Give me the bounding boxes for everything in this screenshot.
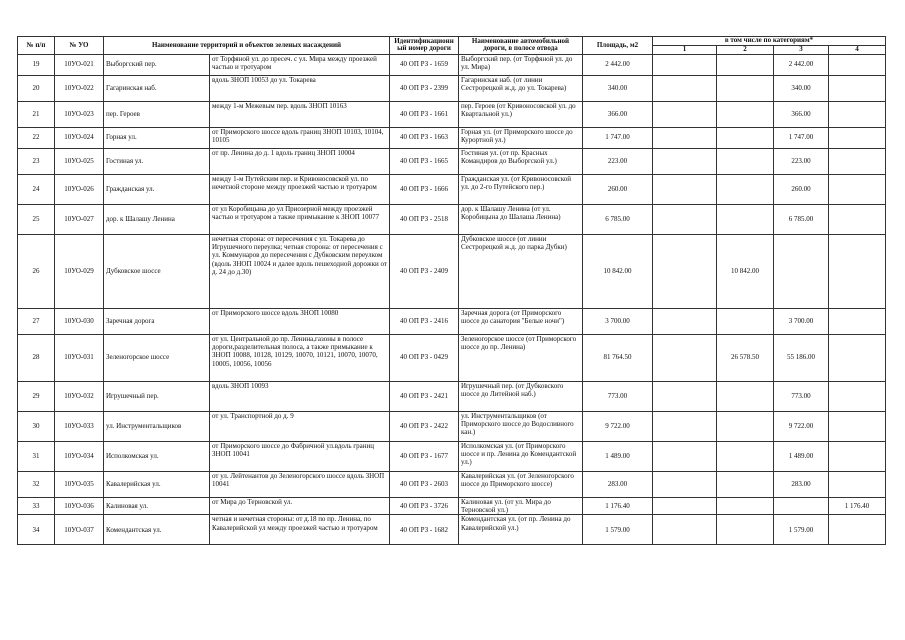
category-4-value — [829, 381, 886, 411]
category-2-value — [717, 381, 774, 411]
green-areas-table — [17, 36, 886, 545]
object-description: вдоль ЗНОП 10093 — [210, 381, 390, 411]
object-description: от ул. Центральной до пр. Ленина,газоны в полосе дороги,разделительная полоса, а также примыкание к ЗНОП 10088, 10128, 10129, 10070, 10121, 10070, 10070, 10005, 10056, 10056 — [210, 334, 390, 381]
area-value: 3 700.00 — [583, 308, 653, 334]
road-name: Игрушечный пер. (от Дубковского шоссе до Литейной наб.) — [459, 381, 583, 411]
road-name: ул. Инструментальщиков (от Приморского шоссе до Водосливного кан.) — [459, 411, 583, 441]
category-2-value: 10 842.00 — [717, 234, 774, 308]
category-1-value — [653, 75, 717, 101]
category-1-value — [653, 174, 717, 204]
road-name: Кавалерийская ул. (от Зеленогорского шоссе до Приморского шоссе) — [459, 471, 583, 497]
table-body — [18, 54, 886, 545]
category-2-value — [717, 148, 774, 174]
uo-code: 10УО-027 — [55, 204, 104, 234]
header-cat-3: 3 — [774, 46, 829, 55]
category-3-value: 6 785.00 — [774, 204, 829, 234]
category-1-value — [653, 308, 717, 334]
category-3-value: 1 579.00 — [774, 515, 829, 545]
row-number: 23 — [18, 148, 55, 174]
object-description: от Приморского шоссе вдоль ЗНОП 10080 — [210, 308, 390, 334]
table-row — [18, 441, 886, 471]
table-row — [18, 308, 886, 334]
road-id: 40 ОП РЗ - 1661 — [390, 101, 459, 127]
table-row — [18, 204, 886, 234]
category-1-value — [653, 101, 717, 127]
category-3-value: 55 186.00 — [774, 334, 829, 381]
object-name: Гражданская ул. — [104, 174, 210, 204]
category-4-value — [829, 174, 886, 204]
road-name: Зеленогорское шоссе (от Приморского шоссе до пр. Ленина) — [459, 334, 583, 381]
road-name: Горная ул. (от Приморского шоссе до Курортной ул.) — [459, 127, 583, 148]
table-row — [18, 234, 886, 308]
category-4-value — [829, 308, 886, 334]
row-number: 29 — [18, 381, 55, 411]
category-2-value — [717, 204, 774, 234]
area-value: 283.00 — [583, 471, 653, 497]
road-id: 40 ОП РЗ - 2399 — [390, 75, 459, 101]
area-value: 10 842.00 — [583, 234, 653, 308]
category-3-value: 1 747.00 — [774, 127, 829, 148]
table-row — [18, 148, 886, 174]
category-2-value — [717, 497, 774, 515]
category-1-value — [653, 471, 717, 497]
area-value: 366.00 — [583, 101, 653, 127]
road-id: 40 ОП РЗ - 2416 — [390, 308, 459, 334]
category-1-value — [653, 334, 717, 381]
category-3-value: 773.00 — [774, 381, 829, 411]
row-number: 28 — [18, 334, 55, 381]
row-number: 25 — [18, 204, 55, 234]
area-value: 6 785.00 — [583, 204, 653, 234]
category-1-value — [653, 204, 717, 234]
category-3-value: 9 722.00 — [774, 411, 829, 441]
object-name: Гагаринская наб. — [104, 75, 210, 101]
category-4-value — [829, 334, 886, 381]
table-row — [18, 515, 886, 545]
uo-code: 10УО-024 — [55, 127, 104, 148]
area-value: 223.00 — [583, 148, 653, 174]
area-value: 81 764.50 — [583, 334, 653, 381]
category-2-value — [717, 75, 774, 101]
road-id: 40 ОП РЗ - 2422 — [390, 411, 459, 441]
road-id: 40 ОП РЗ - 1682 — [390, 515, 459, 545]
category-4-value — [829, 54, 886, 75]
object-description: нечетная сторона: от пересечения с ул. Токарева до Игрушечного переулка; четная сторона: от пересечения с ул. Коммунаров до пересечения с Дубковским переулком (вдоль ЗНОП 10024 и далее вдоль пешеходной дорожки от д. 24 до д.30) — [210, 234, 390, 308]
category-3-value: 3 700.00 — [774, 308, 829, 334]
object-name: Калиновая ул. — [104, 497, 210, 515]
category-2-value: 26 578.50 — [717, 334, 774, 381]
road-id: 40 ОП РЗ - 1659 — [390, 54, 459, 75]
road-id: 40 ОП РЗ - 1666 — [390, 174, 459, 204]
uo-code: 10УО-031 — [55, 334, 104, 381]
category-4-value — [829, 75, 886, 101]
area-value: 1 747.00 — [583, 127, 653, 148]
uo-code: 10УО-021 — [55, 54, 104, 75]
road-id: 40 ОП РЗ - 1665 — [390, 148, 459, 174]
category-1-value — [653, 54, 717, 75]
road-name: пер. Героев (от Кривоносовской ул. до Квартальной ул.) — [459, 101, 583, 127]
category-1-value — [653, 411, 717, 441]
header-cat-2: 2 — [717, 46, 774, 55]
header-num: № п/п — [18, 37, 55, 55]
category-3-value: 283.00 — [774, 471, 829, 497]
row-number: 31 — [18, 441, 55, 471]
road-id: 40 ОП РЗ - 2421 — [390, 381, 459, 411]
category-2-value — [717, 54, 774, 75]
table-row — [18, 127, 886, 148]
object-description: вдоль ЗНОП 10053 до ул. Токарева — [210, 75, 390, 101]
road-name: Выборгский пер. (от Торфяной ул. до ул. Мира) — [459, 54, 583, 75]
category-1-value — [653, 234, 717, 308]
road-name: Калиновая ул. (от ул. Мира до Терновской ул.) — [459, 497, 583, 515]
category-2-value — [717, 127, 774, 148]
road-name: Гражданская ул. (от Кривоносовской ул. до 2-го Путейского пер.) — [459, 174, 583, 204]
uo-code: 10УО-026 — [55, 174, 104, 204]
road-name: Гостиная ул. (от пр. Красных Командиров до Выборгской ул.) — [459, 148, 583, 174]
object-name: Выборгский пер. — [104, 54, 210, 75]
category-3-value: 223.00 — [774, 148, 829, 174]
area-value: 2 442.00 — [583, 54, 653, 75]
road-name: Заречная дорога (от Приморского шоссе до санатория "Белые ночи") — [459, 308, 583, 334]
object-description: от Мира до Терновской ул. — [210, 497, 390, 515]
uo-code: 10УО-025 — [55, 148, 104, 174]
category-2-value — [717, 101, 774, 127]
row-number: 27 — [18, 308, 55, 334]
category-3-value: 366.00 — [774, 101, 829, 127]
category-3-value — [774, 234, 829, 308]
object-name: дор. к Шалашу Ленина — [104, 204, 210, 234]
uo-code: 10УО-035 — [55, 471, 104, 497]
registry-table-sheet — [17, 36, 886, 545]
row-number: 33 — [18, 497, 55, 515]
area-value: 9 722.00 — [583, 411, 653, 441]
uo-code: 10УО-037 — [55, 515, 104, 545]
row-number: 20 — [18, 75, 55, 101]
row-number: 19 — [18, 54, 55, 75]
road-name: Комендантская ул. (от пр. Ленина до Кавалерийской ул.) — [459, 515, 583, 545]
header-name: Наименование территорий и объектов зеленых насаждений — [104, 37, 390, 55]
area-value: 1 579.00 — [583, 515, 653, 545]
category-4-value — [829, 148, 886, 174]
object-name: Горная ул. — [104, 127, 210, 148]
table-row — [18, 471, 886, 497]
category-4-value — [829, 441, 886, 471]
table-row — [18, 101, 886, 127]
area-value: 340.00 — [583, 75, 653, 101]
category-1-value — [653, 148, 717, 174]
uo-code: 10УО-023 — [55, 101, 104, 127]
road-id: 40 ОП РЗ - 2603 — [390, 471, 459, 497]
category-2-value — [717, 515, 774, 545]
table-row — [18, 54, 886, 75]
category-3-value: 2 442.00 — [774, 54, 829, 75]
uo-code: 10УО-022 — [55, 75, 104, 101]
table-row — [18, 497, 886, 515]
table-row — [18, 174, 886, 204]
object-description: от ул. Транспортной до д. 9 — [210, 411, 390, 441]
object-description: от пр. Ленина до д. 1 вдоль границ ЗНОП 10004 — [210, 148, 390, 174]
uo-code: 10УО-033 — [55, 411, 104, 441]
category-1-value — [653, 441, 717, 471]
table-row — [18, 411, 886, 441]
uo-code: 10УО-034 — [55, 441, 104, 471]
uo-code: 10УО-036 — [55, 497, 104, 515]
road-id: 40 ОП РЗ - 3726 — [390, 497, 459, 515]
object-name: Игрушечный пер. — [104, 381, 210, 411]
category-2-value — [717, 174, 774, 204]
road-name: Исполкомская ул. (от Приморского шоссе и пр. Ленина до Комендантской ул.) — [459, 441, 583, 471]
road-name: дор. к Шалашу Ленина (от ул. Коробицына до Шалаша Ленина) — [459, 204, 583, 234]
object-description: между 1-м Путейским пер. и Кривоносовской ул. по нечетной стороне между проезжей частью и тротуаром — [210, 174, 390, 204]
area-value: 260.00 — [583, 174, 653, 204]
row-number: 22 — [18, 127, 55, 148]
uo-code: 10УО-030 — [55, 308, 104, 334]
category-1-value — [653, 127, 717, 148]
object-description: от ул Коробицына до ул Приозерной между проезжей частью и тротуаром а также примыкание к ЗНОП 10077 — [210, 204, 390, 234]
object-name: пер. Героев — [104, 101, 210, 127]
table-row — [18, 381, 886, 411]
category-1-value — [653, 497, 717, 515]
road-id: 40 ОП РЗ - 2518 — [390, 204, 459, 234]
road-id: 40 ОП РЗ - 2409 — [390, 234, 459, 308]
category-4-value — [829, 471, 886, 497]
header-uo: № УО — [55, 37, 104, 55]
category-4-value — [829, 204, 886, 234]
category-2-value — [717, 308, 774, 334]
category-4-value — [829, 234, 886, 308]
area-value: 773.00 — [583, 381, 653, 411]
category-2-value — [717, 441, 774, 471]
header-road-id: Идентификационный номер дороги — [390, 37, 459, 55]
row-number: 26 — [18, 234, 55, 308]
area-value: 1 489.00 — [583, 441, 653, 471]
category-1-value — [653, 515, 717, 545]
uo-code: 10УО-032 — [55, 381, 104, 411]
category-2-value — [717, 471, 774, 497]
category-3-value: 1 489.00 — [774, 441, 829, 471]
road-name: Дубковское шоссе (от линии Сестрорецкой ж.д. до парка Дубки) — [459, 234, 583, 308]
road-id: 40 ОП РЗ - 1663 — [390, 127, 459, 148]
road-name: Гагаринская наб. (от линии Сестрорецкой ж.д. до ул. Токарева) — [459, 75, 583, 101]
row-number: 24 — [18, 174, 55, 204]
row-number: 32 — [18, 471, 55, 497]
object-description: от Торфяной ул. до пресеч. с ул. Мира между проезжей частью и тротуаром — [210, 54, 390, 75]
category-3-value: 260.00 — [774, 174, 829, 204]
road-id: 40 ОП РЗ - 1677 — [390, 441, 459, 471]
row-number: 21 — [18, 101, 55, 127]
object-name: Исполкомская ул. — [104, 441, 210, 471]
table-header-row — [18, 37, 886, 46]
header-cat-1: 1 — [653, 46, 717, 55]
road-id: 40 ОП РЗ - 0429 — [390, 334, 459, 381]
category-4-value — [829, 127, 886, 148]
category-4-value — [829, 101, 886, 127]
header-cat-4: 4 — [829, 46, 886, 55]
row-number: 30 — [18, 411, 55, 441]
object-name: Комендантская ул. — [104, 515, 210, 545]
category-1-value — [653, 381, 717, 411]
object-name: Гостиная ул. — [104, 148, 210, 174]
object-description: от Приморского шоссе вдоль границ ЗНОП 10103, 10104, 10105 — [210, 127, 390, 148]
object-name: Кавалерийская ул. — [104, 471, 210, 497]
category-2-value — [717, 411, 774, 441]
header-road-name: Наименование автомобильной дороги, в полосе отвода — [459, 37, 583, 55]
header-area: Площадь, м2 — [583, 37, 653, 55]
category-3-value: 340.00 — [774, 75, 829, 101]
object-name: Дубковское шоссе — [104, 234, 210, 308]
object-description: между 1-м Межевым пер. вдоль ЗНОП 10163 — [210, 101, 390, 127]
object-name: Заречная дорога — [104, 308, 210, 334]
object-name: ул. Инструментальщиков — [104, 411, 210, 441]
header-category-group: в том числе по категориям* — [653, 37, 886, 46]
table-row — [18, 75, 886, 101]
object-description: четная и нечетная стороны: от д.18 по пр. Ленина, по Кавалерийской ул между проезжей частью и тротуаром — [210, 515, 390, 545]
category-3-value — [774, 497, 829, 515]
row-number: 34 — [18, 515, 55, 545]
table-row — [18, 334, 886, 381]
object-description: от Приморского шоссе до Фабричной ул.вдоль границ ЗНОП 10041 — [210, 441, 390, 471]
object-name: Зеленогорское шоссе — [104, 334, 210, 381]
category-4-value: 1 176.40 — [829, 497, 886, 515]
uo-code: 10УО-029 — [55, 234, 104, 308]
category-4-value — [829, 515, 886, 545]
object-description: от ул. Лейтенантов до Зеленогорского шоссе вдоль ЗНОП 10041 — [210, 471, 390, 497]
area-value: 1 176.40 — [583, 497, 653, 515]
category-4-value — [829, 411, 886, 441]
